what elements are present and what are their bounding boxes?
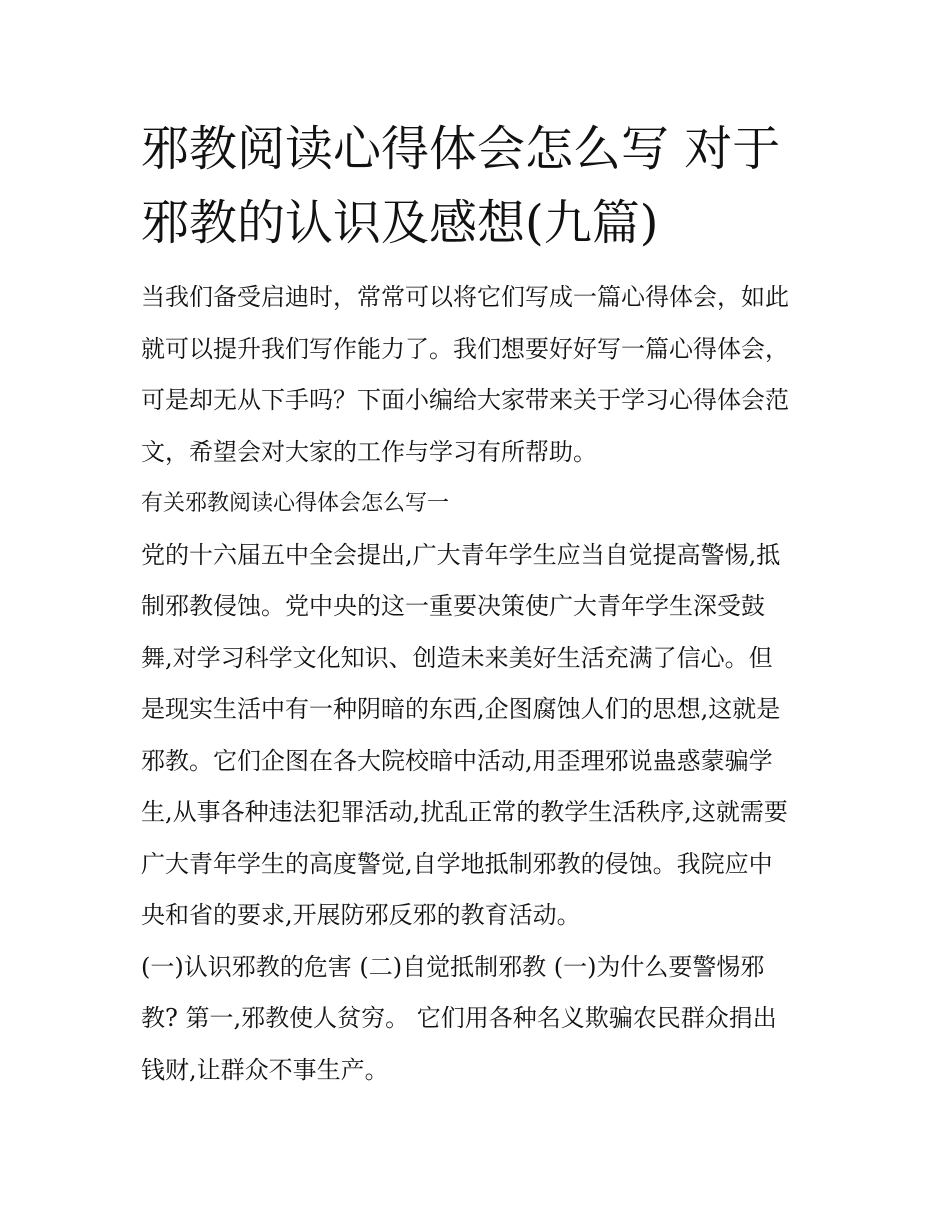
body-paragraph: [141, 530, 813, 942]
title-line: 邪教的认识及感想(九篇): [141, 195, 659, 251]
outline-paragraph: [141, 942, 813, 1097]
text-line: 党的十六届五中全会提出,广大青年学生应当自觉提高警惕,抵: [141, 540, 781, 569]
intro-paragraph: [141, 272, 813, 478]
text-line: 舞,对学习科学文化知识、创造未来美好生活充满了信心。但: [141, 643, 773, 672]
title-line: 邪教阅读心得体会怎么写 对于: [141, 121, 781, 177]
text-line: 制邪教侵蚀。党中央的这一重要决策使广大青年学生深受鼓: [141, 592, 765, 620]
text-line: 文，希望会对大家的工作与学习有所帮助。: [141, 437, 597, 466]
document-title: [141, 112, 813, 260]
document-page: [141, 112, 813, 1096]
text-line: 央和省的要求,开展防邪反邪的教育活动。: [141, 901, 581, 929]
text-line: 当我们备受启迪时，常常可以将它们写成一篇心得体会，如此: [141, 283, 789, 311]
text-line: 是现实生活中有一种阴暗的东西,企图腐蚀人们的思想,这就是: [141, 695, 781, 723]
text-line: 钱财,让群众不事生产。: [141, 1055, 389, 1084]
text-line: 教? 第一,邪教使人贫穷。 它们用各种名义欺骗农民群众捐出: [141, 1004, 777, 1032]
text-line: 生,从事各种违法犯罪活动,扰乱正常的教学生活秩序,这就需要: [141, 798, 788, 826]
section-heading: 有关邪教阅读心得体会怎么写一: [141, 491, 450, 516]
text-line: 就可以提升我们写作能力了。我们想要好好写一篇心得体会，: [141, 334, 789, 363]
text-line: (一)认识邪教的危害 (二)自觉抵制邪教 (一)为什么要警惕邪: [141, 952, 765, 981]
text-line: 广大青年学生的高度警觉,自学地抵制邪教的侵蚀。我院应中: [141, 849, 773, 878]
text-line: 邪教。它们企图在各大院校暗中活动,用歪理邪说蛊惑蒙骗学: [141, 746, 773, 775]
text-line: 可是却无从下手吗？下面小编给大家带来关于学习心得体会范: [141, 386, 789, 414]
